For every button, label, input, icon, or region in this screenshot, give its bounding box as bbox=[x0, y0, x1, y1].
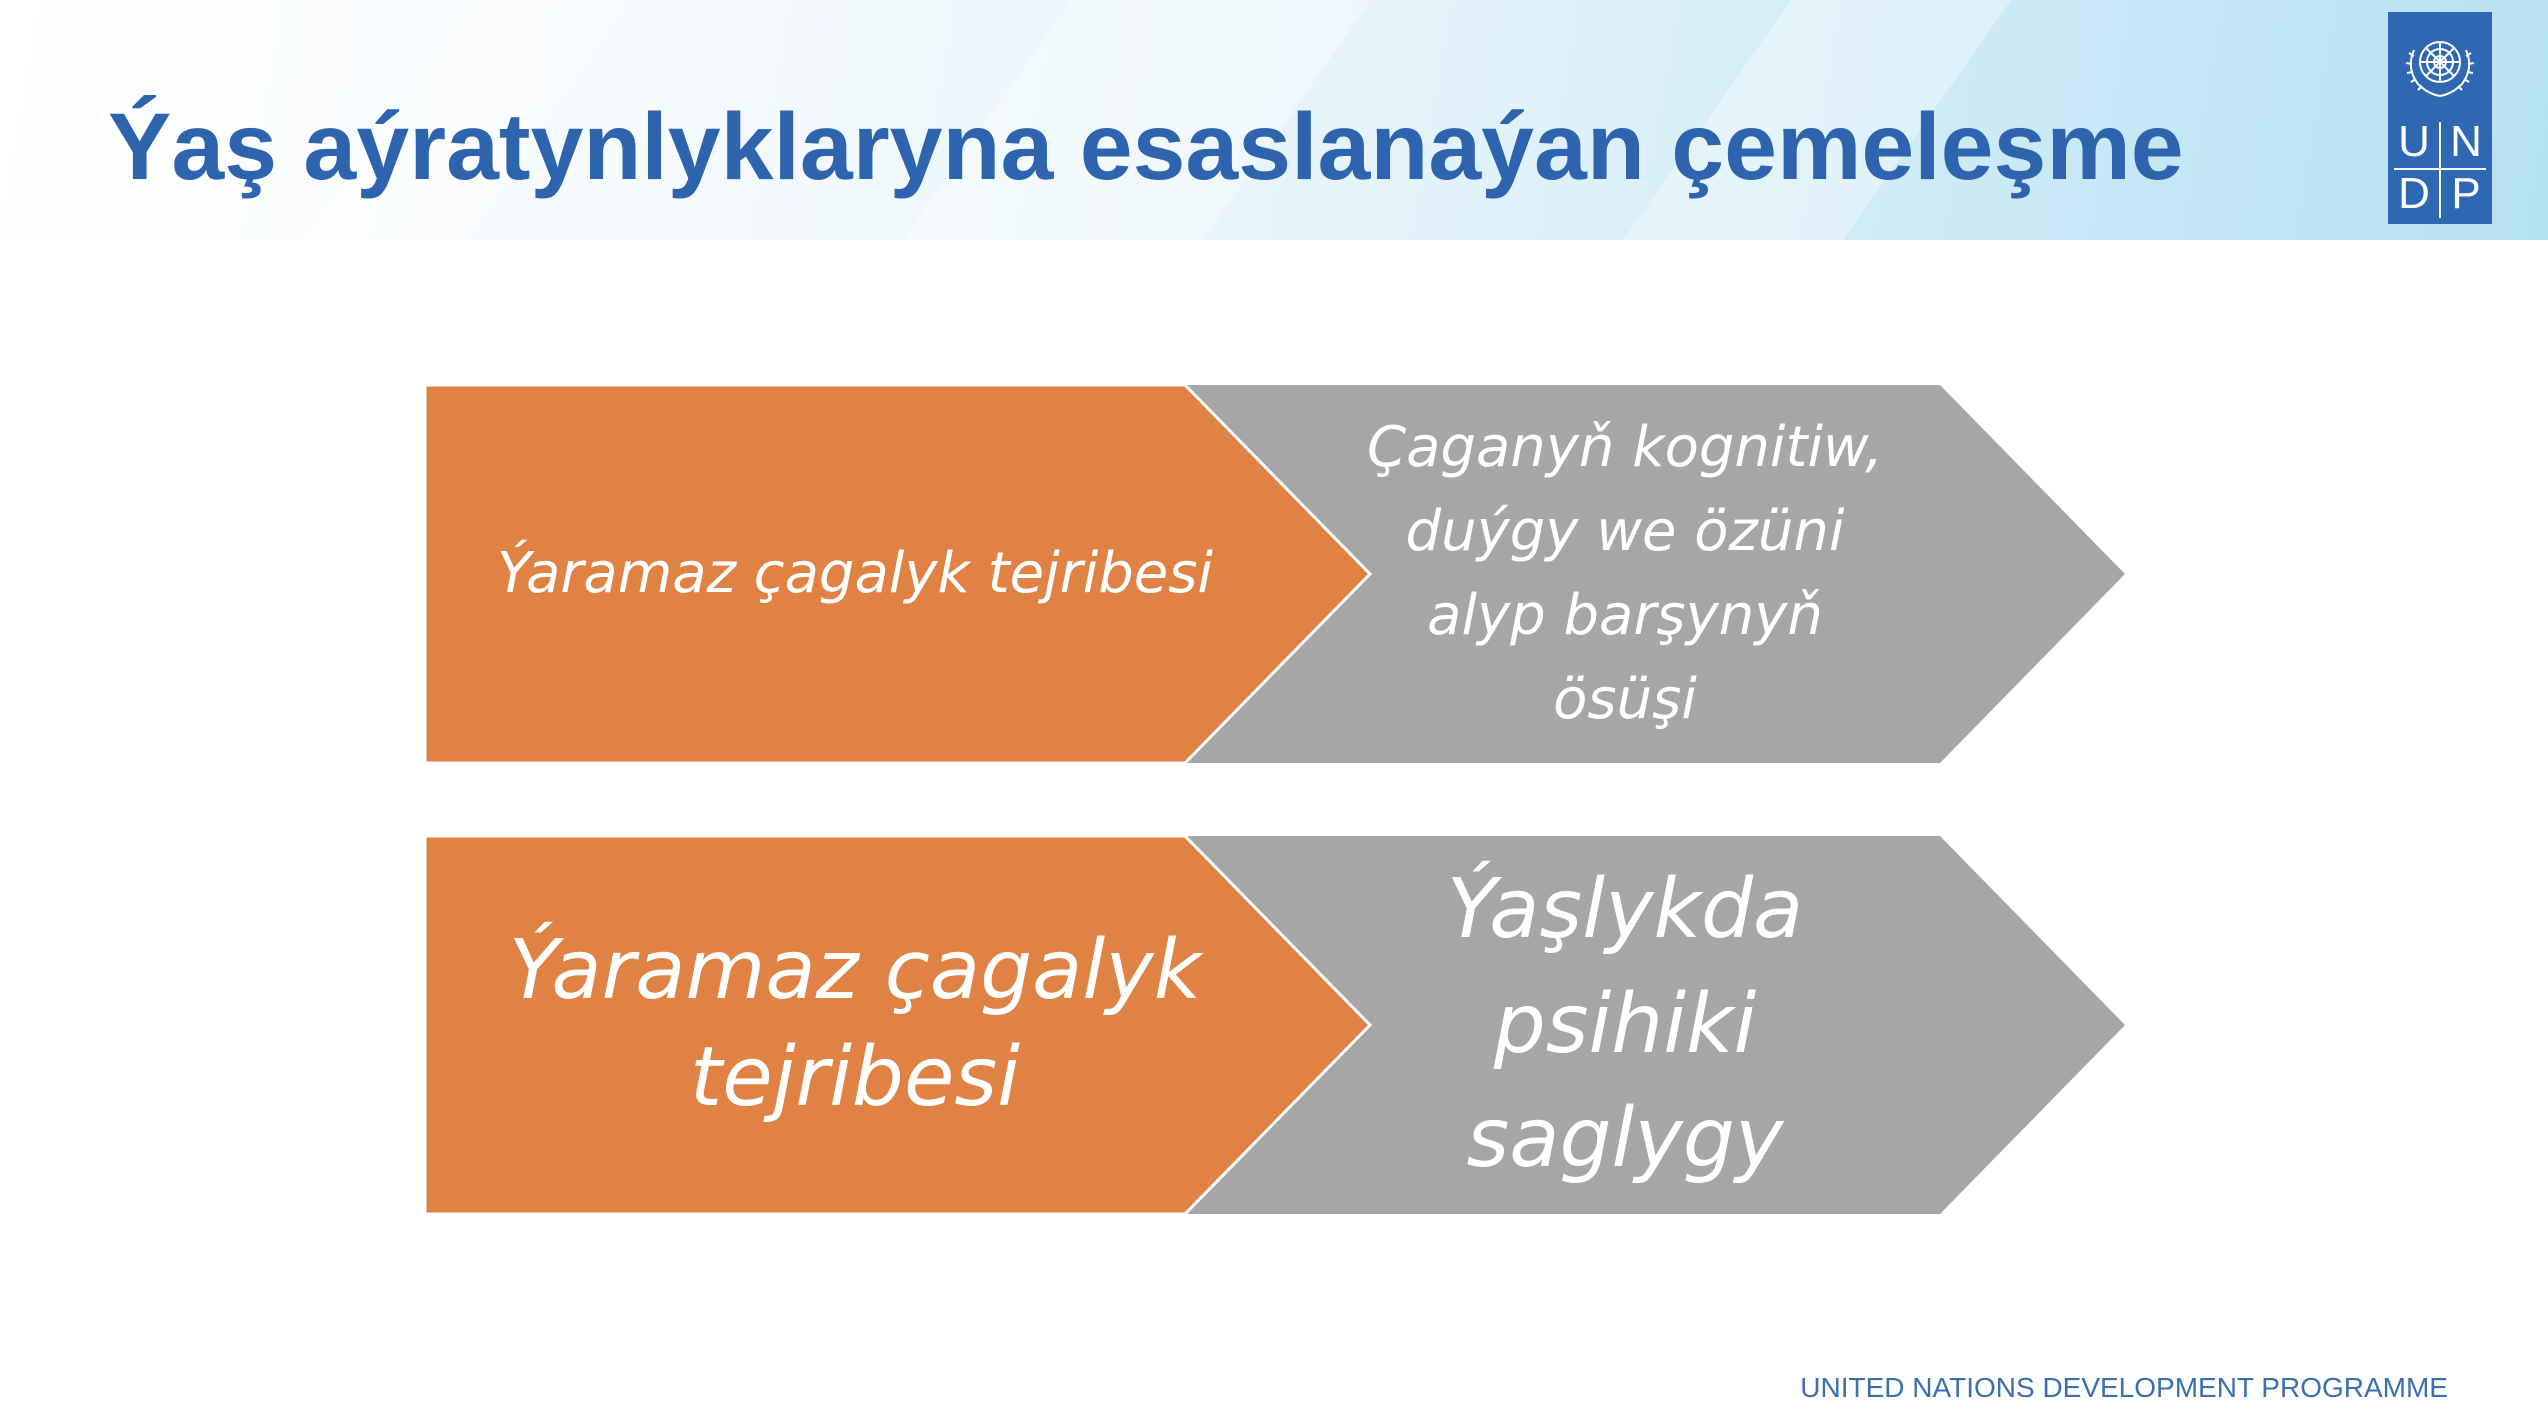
cause-label: Ýaramaz çagalyk tejribesi bbox=[497, 541, 1213, 606]
logo-letter: P bbox=[2451, 169, 2481, 218]
undp-logo bbox=[2388, 12, 2492, 224]
effect-label: Çaganyň kognitiw, duýgy we özüni alyp barşynyň ösüşi bbox=[1366, 415, 1884, 732]
cause-label: Ýaramaz çagalyk tejribesi bbox=[508, 923, 1202, 1125]
un-emblem-icon bbox=[2396, 20, 2484, 108]
slide-title: Ýaş aýratynlyklaryna esaslanaýan çemeleşme bbox=[108, 94, 2184, 200]
process-row-1 bbox=[425, 385, 2125, 763]
logo-letter: N bbox=[2450, 117, 2482, 166]
footer-text: UNITED NATIONS DEVELOPMENT PROGRAMME bbox=[1800, 1372, 2448, 1403]
header-banner bbox=[0, 0, 2548, 240]
logo-letter: D bbox=[2398, 169, 2430, 218]
logo-letter: U bbox=[2398, 117, 2430, 166]
process-row-2 bbox=[425, 836, 2125, 1214]
effect-label: Ýaşlykda psihiki saglygy bbox=[1446, 861, 1804, 1187]
